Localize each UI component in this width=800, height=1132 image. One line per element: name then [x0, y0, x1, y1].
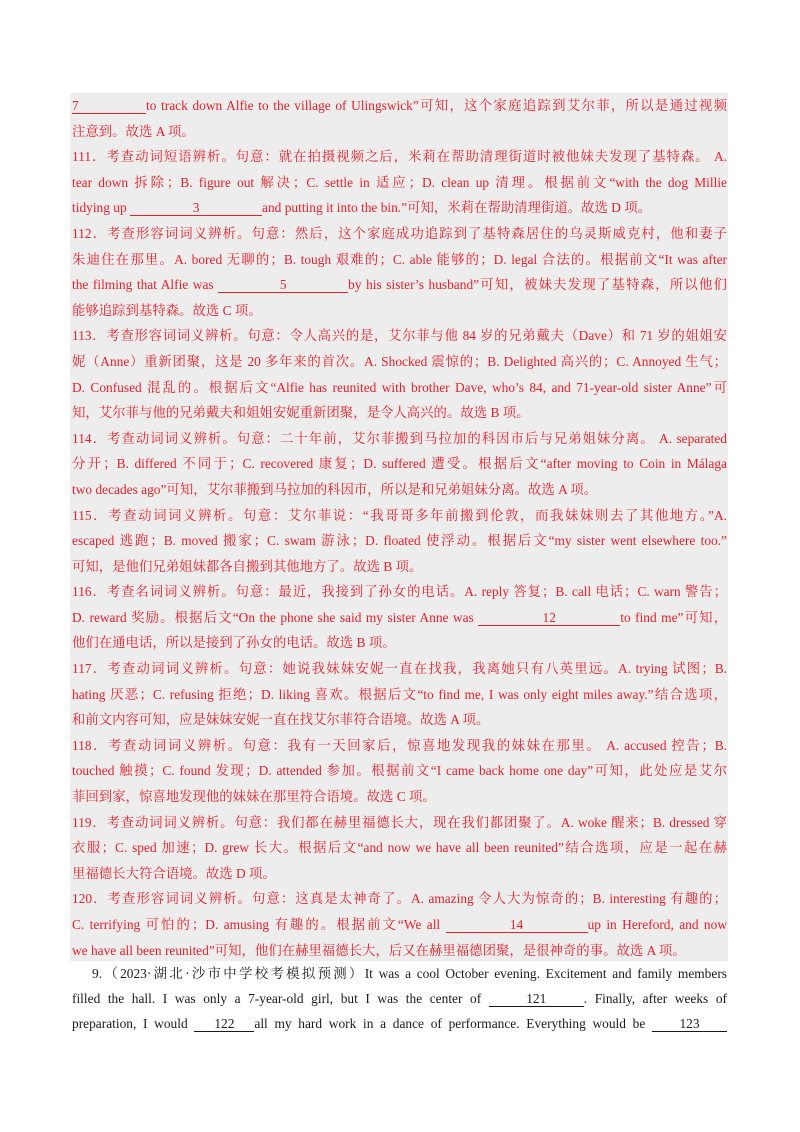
- text-line: [72, 605, 727, 631]
- line-text: up in Hereford, and now: [587, 917, 727, 932]
- text-line: [72, 656, 727, 682]
- text-line: [72, 579, 727, 605]
- text-line: [72, 758, 727, 784]
- blank-number: 7: [72, 98, 146, 114]
- line-text: 可知，是他们兄弟姐妹都各自搬到其他地方了。故选 B 项。: [72, 558, 423, 574]
- text-line: [72, 247, 727, 273]
- line-text: two decades ago”可知，艾尔菲搬到马拉加的科因市，所以是和兄弟姐妹分离。故选 A 项。: [72, 481, 598, 497]
- text-line: [72, 784, 727, 810]
- text-line: [72, 298, 727, 324]
- line-text: all my hard work in a dance of performance. Everything would be: [254, 1016, 646, 1031]
- line-text: we have all been reunited”可知，他们在赫里福德长大，后又在赫里福德团聚，是很神奇的事。故选 A 项。: [72, 942, 686, 958]
- line-text: 114．考查动词词义辨析。句意：二十年前，艾尔菲搬到马拉加的科因市后与兄弟姐妹分离。 A. separated: [72, 430, 727, 446]
- cloze-question-9: [72, 961, 727, 1036]
- text-line: [72, 1011, 727, 1036]
- blank-number: 123: [652, 1016, 727, 1032]
- text-line: [72, 707, 727, 733]
- line-text: 115．考查动词词义辨析。句意：艾尔菲说：“我哥哥多年前搬到伦敦，而我妹妹则去了其他地方。”A.: [72, 507, 727, 523]
- line-text: tear down 拆除；B. figure out 解决；C. settle in 适应；D. clean up 清理。根据前文“with the dog Millie: [72, 174, 727, 190]
- line-text: 衣服；C. sped 加速；D. grew 长大。根据后文“and now we have all been reunited”结合选项，应是一起在赫: [72, 840, 727, 856]
- line-text: 妮（Anne）重新团聚，这是 20 多年来的首次。A. Shocked 震惊的；B. Delighted 高兴的；C. Annoyed 生气；: [72, 353, 727, 369]
- text-line: [72, 861, 727, 887]
- blank-number: 12: [478, 610, 620, 626]
- text-line: [72, 477, 727, 503]
- line-text: 119．考查动词词义辨析。句意：我们都在赫里福德长大，现在我们都团聚了。A. woke 醒来；B. dressed 穿: [72, 814, 727, 830]
- text-line: [72, 170, 727, 196]
- line-text: 注意到。故选 A 项。: [72, 123, 195, 139]
- text-line: [72, 400, 727, 426]
- text-line: [72, 835, 727, 861]
- line-text: tidying up: [72, 200, 127, 216]
- line-text: 能够追踪到基特森。故选 C 项。: [72, 302, 262, 318]
- line-text: 里福德长大符合语境。故选 D 项。: [72, 865, 276, 881]
- line-text: 112．考查形容词词义辨析。句意：然后，这个家庭成功追踪到了基特森居住的乌灵斯威克村，他和妻子: [72, 225, 727, 241]
- line-text: 117．考查动词词义辨析。句意：她说我妹妹安妮一直在找我，我离她只有八英里远。A. trying 试图；B.: [72, 661, 727, 677]
- line-text: 分开；B. differed 不同于；C. recovered 康复；D. suffered 遭受。根据后文“after moving to Coin in Málaga: [72, 456, 727, 472]
- line-text: to track down Alfie to the village of Ulingswick”可知，这个家庭追踪到艾尔菲，所以是通过视频: [146, 98, 727, 113]
- text-line: [72, 221, 727, 247]
- line-text: 118．考查动词词义辨析。句意：我有一天回家后，惊喜地发现我的妹妹在那里。 A. accused 控告；B.: [72, 737, 727, 753]
- blank-number: 5: [218, 277, 348, 293]
- text-line: [72, 630, 727, 656]
- line-text: by his sister’s husband”可知，被妹夫发现了基特森，所以他们: [348, 277, 727, 293]
- text-line: [72, 426, 727, 452]
- text-line: [72, 272, 727, 298]
- text-line: [72, 119, 727, 145]
- line-text: hating 厌恶；C. refusing 拒绝；D. liking 喜欢。根据后文“to find me, I was only eight miles away.”结合选项，: [72, 686, 727, 702]
- line-text: 和前文内容可知，应是妹妹安妮一直在找艾尔菲符合语境。故选 A 项。: [72, 712, 490, 728]
- line-text: touched 触摸；C. found 发现；D. attended 参加。根据前文“I came back home one day”可知，此处应是艾尔: [72, 763, 727, 779]
- text-line: [72, 682, 727, 708]
- text-line: [72, 349, 727, 375]
- line-text: 他们在通电话，所以是接到了孙女的电话。故选 B 项。: [72, 635, 396, 651]
- text-line: [72, 144, 727, 170]
- text-line: [72, 961, 727, 986]
- line-text: 知，艾尔菲与他的兄弟戴夫和姐姐安妮重新团聚，是令人高兴的。故选 B 项。: [72, 405, 530, 421]
- line-text: filled the hall. I was only a 7-year-old girl, but I was the center of: [72, 991, 482, 1006]
- line-text: 116．考查名词词义辨析。句意：最近，我接到了孙女的电话。A. reply 答复；B. call 电话；C. warn 警告；: [72, 584, 727, 600]
- line-text: 111．考查动词短语辨析。句意：就在拍摄视频之后，米莉在帮助清理街道时被他妹夫发现了基特森。 A.: [72, 149, 727, 165]
- blank-number: 121: [489, 991, 584, 1007]
- text-line: [72, 528, 727, 554]
- text-line: [72, 375, 727, 401]
- text-line: [72, 733, 727, 759]
- line-text: to find me”可知，: [620, 609, 727, 625]
- line-text: 120．考查形容词词义辨析。句意：这真是太神奇了。A. amazing 令人大为惊奇的；B. interesting 有趣的；: [72, 891, 727, 907]
- line-text: C. terrifying 可怕的；D. amusing 有趣的。根据前文“We all: [72, 917, 441, 932]
- line-text: 113．考查形容词词义辨析。句意：令人高兴的是，艾尔菲与他 84 岁的兄弟戴夫（Dave）和 71 岁的姐姐安: [72, 328, 727, 344]
- text-line: [72, 554, 727, 580]
- text-line: [72, 503, 727, 529]
- line-text: preparation, I would: [72, 1016, 188, 1031]
- line-text: . Finally, after weeks of: [583, 991, 727, 1006]
- text-line: [72, 93, 727, 119]
- text-line: [72, 986, 727, 1011]
- text-line: [72, 938, 727, 964]
- line-text: and putting it into the bin.”可知，米莉在帮助清理街道。故选 D 项。: [262, 200, 652, 216]
- answer-explanations: [72, 93, 727, 963]
- text-line: [72, 886, 727, 912]
- text-line: [72, 451, 727, 477]
- line-text: 9.（2023·湖北·沙市中学校考模拟预测）It was a cool October evening. Excitement and family members: [92, 966, 727, 981]
- text-line: [72, 323, 727, 349]
- blank-number: 122: [194, 1016, 254, 1032]
- line-text: escaped 逃跑；B. moved 搬家；C. swam 游泳；D. floated 使浮动。根据后文“my sister went elsewhere too.”: [72, 533, 727, 549]
- line-text: the filming that Alfie was: [72, 277, 214, 293]
- text-line: [72, 195, 727, 221]
- text-line: [72, 810, 727, 836]
- line-text: 菲回到家，惊喜地发现他的妹妹在那里符合语境。故选 C 项。: [72, 789, 436, 805]
- text-line: [72, 912, 727, 938]
- line-text: D. Confused 混乱的。根据后文“Alfie has reunited with brother Dave, who’s 84, and 71-year-old sister Anne”可: [72, 379, 727, 395]
- line-text: D. reward 奖励。根据后文“On the phone she said my sister Anne was: [72, 609, 474, 625]
- line-text: 朱迪住在那里。A. bored 无聊的；B. tough 艰难的；C. able 能够的；D. legal 合法的。根据前文“It was after: [72, 251, 727, 267]
- blank-number: 3: [130, 200, 262, 216]
- blank-number: 14: [446, 917, 588, 933]
